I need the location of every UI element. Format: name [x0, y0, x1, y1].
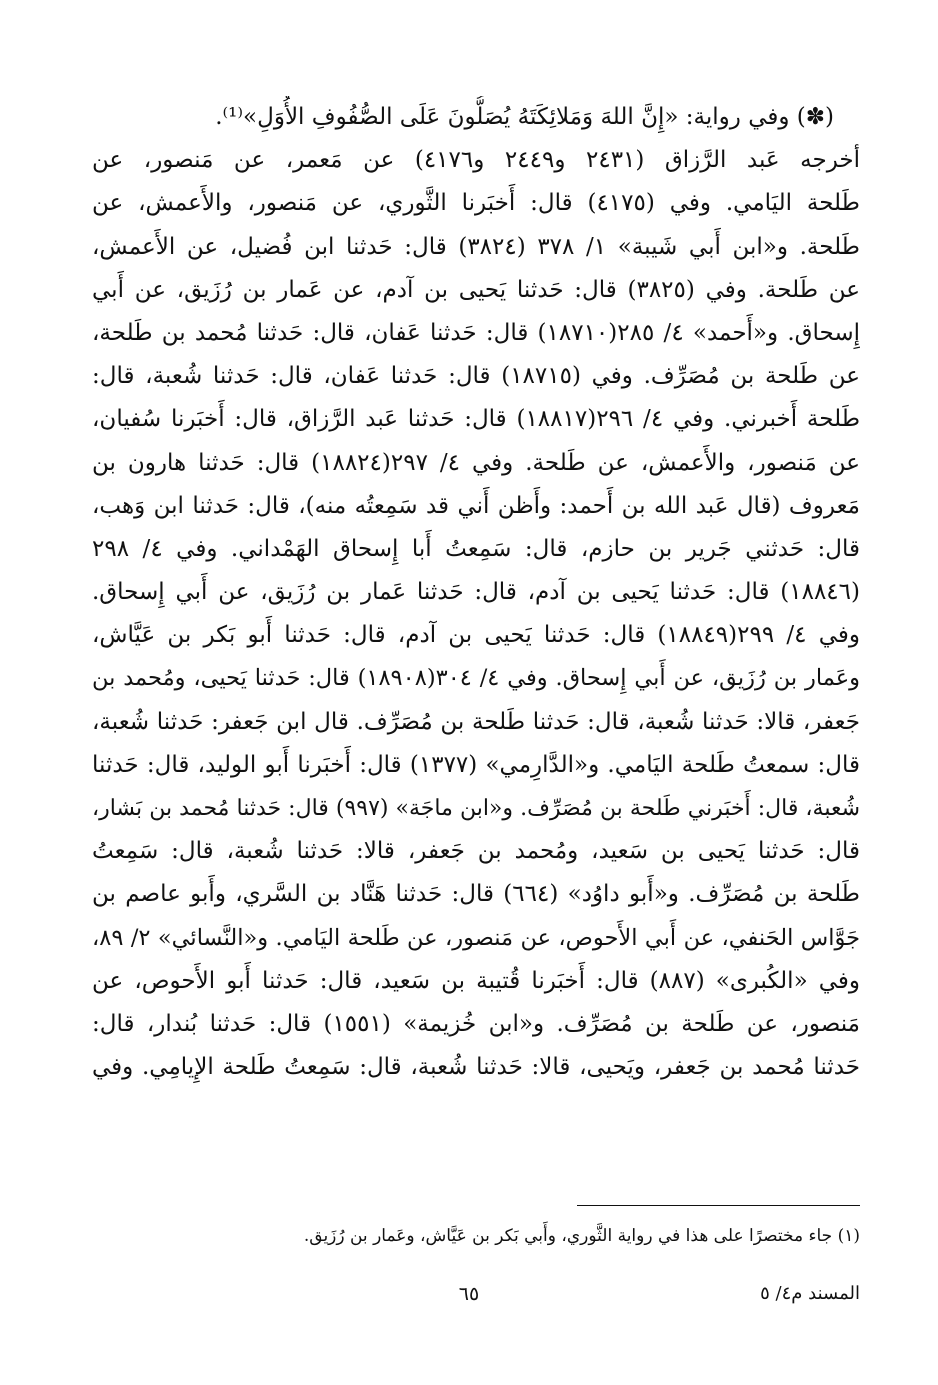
text-line: عن مَنصور، والأَعمش، عن طَلحة. وفي ٤/ ٢٩٧(١٨٨٢٤) قال: حَدثنا هارون بن — [92, 449, 860, 476]
text-line: وفي «الكُبرى» (٨٨٧) قال: أَخبَرنا قُتيبة بن سَعيد، قال: حَدثنا أَبو الأَحوص، عن — [92, 967, 860, 994]
text-line: جَوَّاس الحَنفي، عن أَبي الأَحوص، عن مَنصور، عن طَلحة اليَامي. و«النَّسائي» ٢/ ٨٩، — [92, 924, 860, 951]
text-line: حَدثنا مُحمد بن جَعفر، ويَحيى، قالا: حَدثنا شُعبة، قال: سَمِعتُ طَلحة الإِيامِي. وفي — [92, 1054, 860, 1081]
text-line: جَعفر، قالا: حَدثنا شُعبة، قال: حَدثنا طَلحة بن مُصَرِّف. قال ابن جَعفر: حَدثنا شُعبة، — [92, 708, 860, 735]
text-line: مَعروف (قال عَبد الله بن أَحمد: وأَظن أَني قد سَمِعتُه منه)، قال: حَدثنا ابن وَهب، — [92, 492, 860, 519]
text-line: إِسحاق. و«أَحمد» ٤/ ٢٨٥(١٨٧١٠) قال: حَدثنا عَفان، قال: حَدثنا مُحمد بن طَلحة، — [92, 319, 860, 346]
text-line: طَلحة. و«ابن أَبي شَيبة» ١/ ٣٧٨ (٣٨٢٤) قال: حَدثنا ابن فُضيل، عن الأَعمش، — [92, 233, 860, 260]
text-line: عن طَلحة. وفي (٣٨٢٥) قال: حَدثنا يَحيى بن آدم، عن عَمار بن رُزَيق، عن أَبي — [92, 276, 860, 303]
text-line: طَلحة أَخبرني. وفي ٤/ ٢٩٦(١٨٨١٧) قال: حَدثنا عَبد الرَّزاق، قال: أَخبَرنا سُفيان، — [92, 406, 860, 433]
footnote-divider — [577, 1205, 860, 1206]
text-line: وعَمار بن رُزَيق، عن أَبي إِسحاق. وفي ٤/ ٣٠٤(١٨٩٠٨) قال: حَدثنا يَحيى، ومُحمد بن — [92, 665, 860, 692]
text-line: عن طَلحة بن مُصَرِّف. وفي (١٨٧١٥) قال: حَدثنا عَفان، قال: حَدثنا شُعبة، قال: — [92, 363, 860, 390]
footnote: (١) جاء مختصرًا على هذا في رواية الثَّوري، وأَبي بَكر بن عَيَّاش، وعَمار بن رُزَيق. — [303, 1226, 860, 1246]
main-text — [92, 96, 860, 1089]
text-line: قال: سمعتُ طَلحة اليَامي. و«الدَّارِمي» (١٣٧٧) قال: أَخبَرنا أَبو الوليد، قال: حَدثنا — [92, 751, 860, 778]
text-line: أخرجه عَبد الرَّزاق (٢٤٣١ و٢٤٤٩ و٤١٧٦) عن مَعمر، عن مَنصور، عن — [92, 147, 860, 174]
text-line: (✽) وفي رواية: «إِنَّ اللهَ وَمَلائِكَتَهُ يُصَلُّونَ عَلَى الصُّفُوفِ الأُوَلِ»⁽¹⁾. — [215, 104, 834, 130]
text-line: طَلحة اليَامي. وفي (٤١٧٥) قال: أَخبَرنا الثَّوري، عن مَنصور، والأَعمش، عن — [92, 190, 860, 217]
text-line: مَنصور، عن طَلحة بن مُصَرِّف. و«ابن خُزيمة» (١٥٥١) قال: حَدثنا بُندار، قال: — [92, 1010, 860, 1037]
text-line: طَلحة بن مُصَرِّف. و«أَبو داوُد» (٦٦٤) قال: حَدثنا هَنَّاد بن السَّري، وأَبو عاصم بن — [92, 881, 860, 908]
text-line: قال: حَدثنا يَحيى بن سَعيد، ومُحمد بن جَعفر، قالا: حَدثنا شُعبة، قال: سَمِعتُ — [92, 838, 860, 865]
signature-mark: المسند م٤/ ٥ — [760, 1283, 860, 1304]
text-line: وفي ٤/ ٢٩٩(١٨٨٤٩) قال: حَدثنا يَحيى بن آدم، قال: حَدثنا أَبو بَكر بن عَيَّاش، — [92, 622, 860, 649]
page-number: ٦٥ — [458, 1283, 480, 1305]
text-line: شُعبة، قال: أَخبَرني طَلحة بن مُصَرِّف. و«ابن ماجَة» (٩٩٧) قال: حَدثنا مُحمد بن بَشار، — [92, 796, 860, 821]
text-line: قال: حَدثني جَرير بن حازم، قال: سَمِعتُ أَبا إِسحاق الهَمْداني. وفي ٤/ ٢٩٨ — [92, 535, 860, 562]
text-line: (١٨٨٤٦) قال: حَدثنا يَحيى بن آدم، قال: حَدثنا عَمار بن رُزَيق، عن أَبي إِسحاق. — [92, 579, 860, 606]
